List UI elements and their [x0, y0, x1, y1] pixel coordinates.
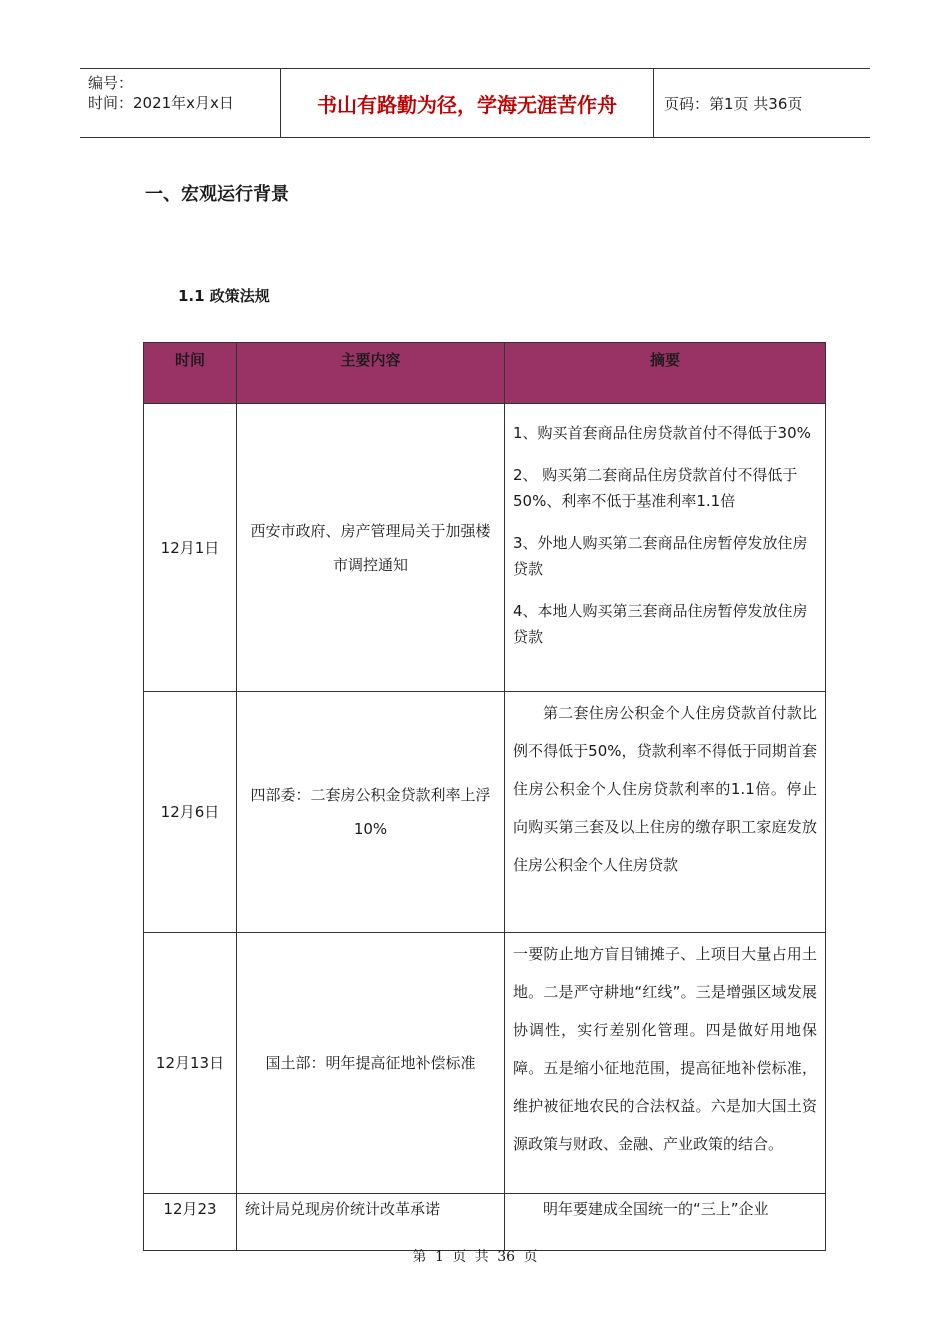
- number-label: 编号：: [88, 74, 134, 92]
- row-content: 西安市政府、房产管理局关于加强楼市调控通知: [237, 404, 505, 692]
- row-summary: 明年要建成全国统一的“三上”企业: [505, 1194, 826, 1251]
- page-header: [80, 68, 870, 138]
- summary-item: 1、购买首套商品住房贷款首付不得低于30%: [513, 424, 811, 442]
- table-header-row: [144, 343, 826, 404]
- row-content: 国土部：明年提高征地补偿标准: [237, 933, 505, 1194]
- row-date: 12月1日: [144, 404, 237, 692]
- section-title: 一、宏观运行背景: [145, 184, 289, 205]
- table-row: [144, 933, 826, 1194]
- row-summary: 一要防止地方盲目铺摊子、上项目大量占用土地。二是严守耕地“红线”。三是增强区域发展协调性，实行差别化管理。四是做好用地保障。五是缩小征地范围，提高征地补偿标准，维护被征地农民的合法权益。六是加大国土资源政策与财政、金融、产业政策的结合。: [505, 933, 826, 1194]
- row-summary: [505, 404, 826, 692]
- row-date: 12月23: [144, 1194, 237, 1251]
- table-row: [144, 692, 826, 933]
- table-row: [144, 1194, 826, 1251]
- header-time: 时间: [144, 343, 237, 404]
- header-meta: [80, 69, 281, 137]
- row-content: 统计局兑现房价统计改革承诺: [237, 1194, 505, 1251]
- header-page-info: 页码：第1页 共36页: [664, 94, 803, 113]
- header-summary: 摘要: [505, 343, 826, 404]
- subsection-title: 1.1 政策法规: [178, 287, 270, 305]
- row-date: 12月6日: [144, 692, 237, 933]
- table-row: [144, 404, 826, 692]
- row-content: 四部委：二套房公积金贷款利率上浮10%: [237, 692, 505, 933]
- header-content: 主要内容: [237, 343, 505, 404]
- page-footer: 第 1 页 共 36 页: [412, 1249, 538, 1265]
- row-date: 12月13日: [144, 933, 237, 1194]
- policy-table: [143, 342, 826, 1251]
- summary-item: 3、外地人购买第二套商品住房暂停发放住房贷款: [513, 534, 808, 578]
- row-summary: 第二套住房公积金个人住房贷款首付款比例不得低于50%，贷款利率不得低于同期首套住房公积金个人住房贷款利率的1.1倍。停止向购买第三套及以上住房的缴存职工家庭发放住房公积金个人住房贷款: [505, 692, 826, 933]
- header-motto: 书山有路勤为径，学海无涯苦作舟: [281, 69, 654, 137]
- time-label: 时间：2021年x月x日: [88, 94, 234, 112]
- summary-item: 2、 购买第二套商品住房贷款首付不得低于50%、利率不低于基准利率1.1倍: [513, 466, 798, 510]
- summary-item: 4、本地人购买第三套商品住房暂停发放住房贷款: [513, 602, 808, 646]
